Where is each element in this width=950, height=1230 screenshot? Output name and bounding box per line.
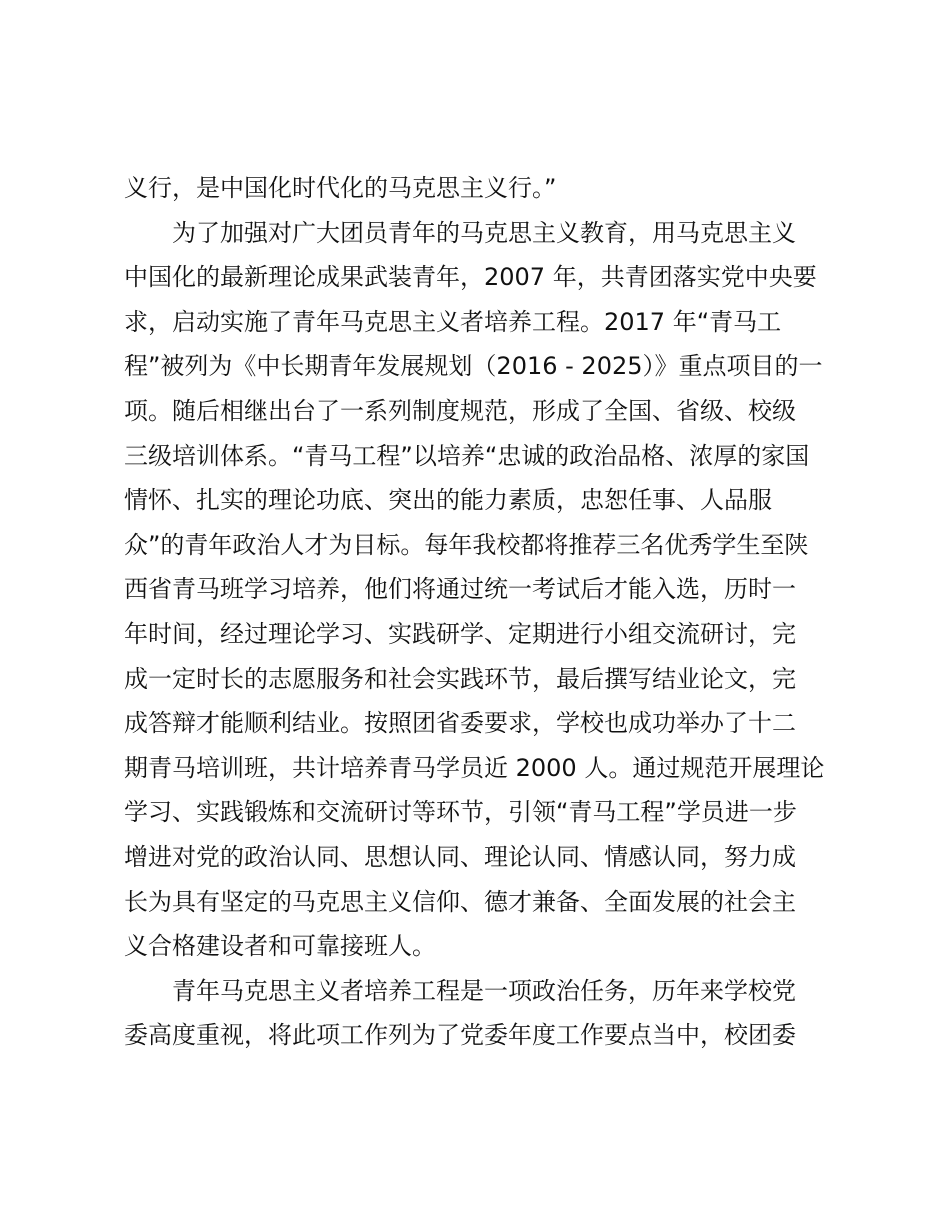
text-line: 西省青马班学习培养，他们将通过统一考试后才能入选，历时一 bbox=[124, 575, 796, 604]
text-line: 求，启动实施了青年马克思主义者培养工程。2017 年“青马工 bbox=[124, 307, 782, 336]
text-line: 成一定时长的志愿服务和社会实践环节，最后撰写结业论文，完 bbox=[124, 664, 796, 693]
text-line: 期青马培训班，共计培养青马学员近 2000 人。通过规范开展理论 bbox=[124, 753, 825, 782]
text-line: 情怀、扎实的理论功底、突出的能力素质，忠恕任事、人品服 bbox=[124, 486, 772, 515]
text-line: 成答辩才能顺利结业。按照团省委要求，学校也成功举办了十二 bbox=[124, 709, 796, 738]
text-line: 学习、实践锻炼和交流研讨等环节，引领“青马工程”学员进一步 bbox=[124, 798, 797, 827]
text-line: 众”的青年政治人才为目标。每年我校都将推荐三名优秀学生至陕 bbox=[124, 530, 809, 559]
body-text bbox=[124, 166, 836, 1058]
text-line: 程”被列为《中长期青年发展规划（2016 - 2025）》重点项目的一 bbox=[124, 352, 823, 381]
text-line: 中国化的最新理论成果武装青年，2007 年，共青团落实党中央要 bbox=[124, 263, 817, 292]
text-line: 年时间，经过理论学习、实践研学、定期进行小组交流研讨，完 bbox=[124, 619, 796, 648]
text-line: 三级培训体系。“青马工程”以培养“忠诚的政治品格、浓厚的家国 bbox=[124, 441, 810, 470]
paragraph-first-line: 为了加强对广大团员青年的马克思主义教育，用马克思主义 bbox=[172, 218, 796, 247]
text-line: 义合格建设者和可靠接班人。 bbox=[124, 932, 436, 961]
text-line: 委高度重视，将此项工作列为了党委年度工作要点当中，校团委 bbox=[124, 1021, 796, 1050]
text-line: 义行，是中国化时代化的马克思主义行。” bbox=[124, 174, 557, 202]
text-line: 增进对党的政治认同、思想认同、理论认同、情感认同，努力成 bbox=[124, 842, 796, 871]
text-line: 长为具有坚定的马克思主义信仰、德才兼备、全面发展的社会主 bbox=[124, 887, 796, 916]
paragraph-first-line: 青年马克思主义者培养工程是一项政治任务，历年来学校党 bbox=[172, 976, 796, 1005]
text-line: 项。随后相继出台了一系列制度规范，形成了全国、省级、校级 bbox=[124, 396, 796, 425]
